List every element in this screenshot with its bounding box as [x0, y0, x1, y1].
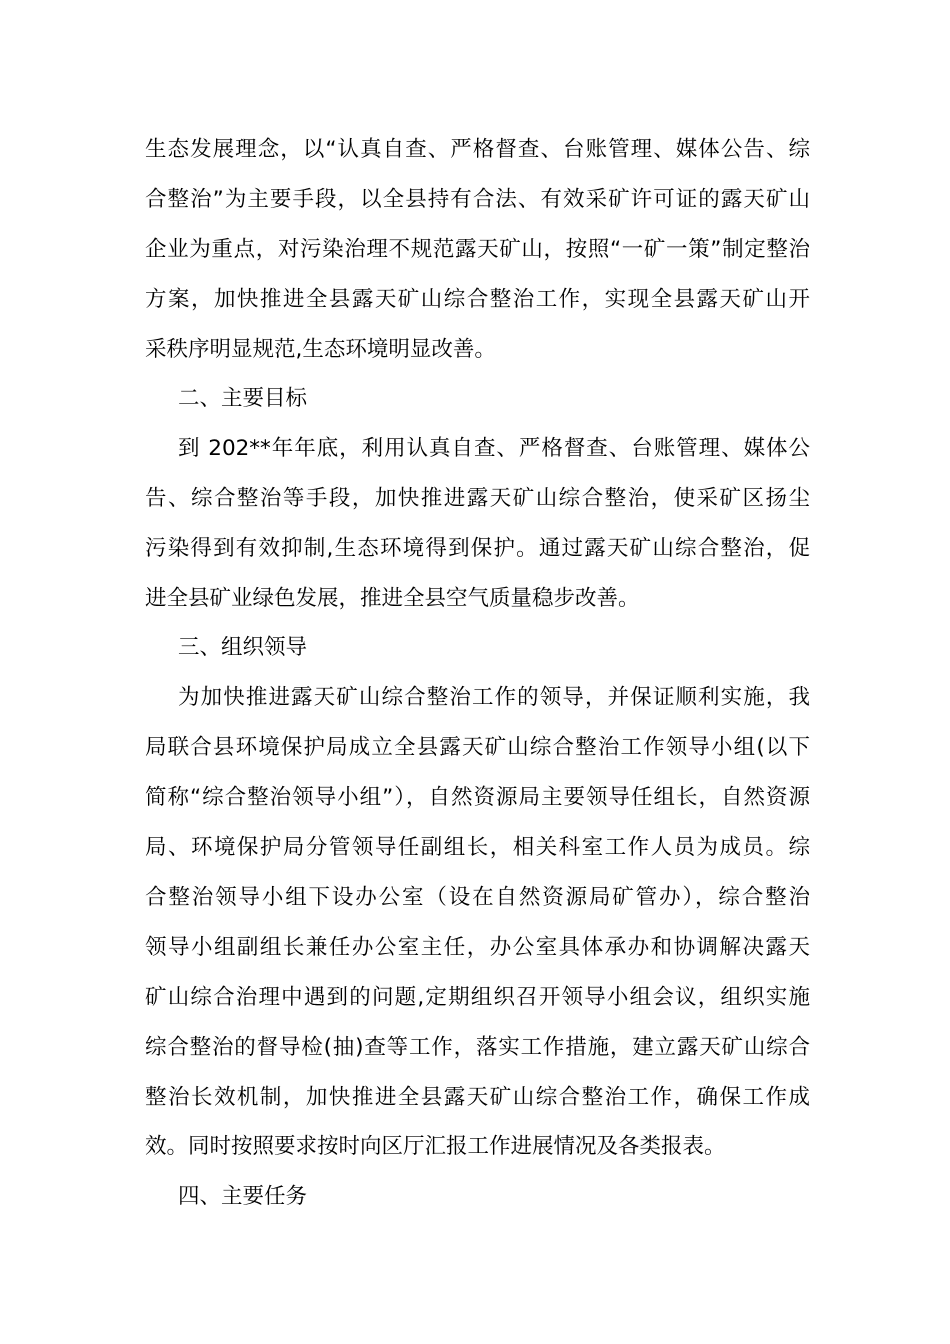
paragraph-line: 综合整治的督导检(抽)查等工作，落实工作措施，建立露天矿山综合: [145, 1035, 810, 1060]
paragraph-line: 矿山综合治理中遇到的问题,定期组织召开领导小组会议，组织实施: [145, 985, 810, 1010]
paragraph-line: 企业为重点，对污染治理不规范露天矿山，按照“一矿一策”制定整治: [145, 237, 810, 262]
section-heading: 三、组织领导: [178, 635, 308, 660]
paragraph-line: 合整治领导小组下设办公室（设在自然资源局矿管办），综合整治: [145, 885, 810, 910]
paragraph-line: 生态发展理念，以“认真自查、严格督查、台账管理、媒体公告、综: [145, 137, 810, 162]
paragraph-line: 采秩序明显规范,生态环境明显改善。: [145, 337, 496, 362]
paragraph-line: 局、环境保护局分管领导任副组长，相关科室工作人员为成员。综: [145, 835, 810, 860]
section-heading: 四、主要任务: [178, 1184, 308, 1209]
paragraph-line: 进全县矿业绿色发展，推进全县空气质量稳步改善。: [145, 586, 640, 611]
section-heading: 二、主要目标: [178, 386, 308, 411]
paragraph-line: 局联合县环境保护局成立全县露天矿山综合整治工作领导小组(以下: [145, 735, 810, 760]
paragraph-line: 为加快推进露天矿山综合整治工作的领导，并保证顺利实施，我: [178, 685, 810, 710]
paragraph-line: 到 202**年年底，利用认真自查、严格督查、台账管理、媒体公: [178, 436, 810, 461]
paragraph-line: 效。同时按照要求按时向区厅汇报工作进展情况及各类报表。: [145, 1134, 726, 1159]
paragraph-line: 整治长效机制，加快推进全县露天矿山综合整治工作，确保工作成: [145, 1085, 810, 1110]
paragraph-line: 污染得到有效抑制,生态环境得到保护。通过露天矿山综合整治，促: [145, 536, 810, 561]
paragraph-line: 合整治”为主要手段，以全县持有合法、有效采矿许可证的露天矿山: [145, 187, 810, 212]
paragraph-line: 告、综合整治等手段，加快推进露天矿山综合整治，使采矿区扬尘: [145, 486, 810, 511]
paragraph-line: 简称“综合整治领导小组”），自然资源局主要领导任组长，自然资源: [145, 785, 810, 810]
paragraph-line: 领导小组副组长兼任办公室主任，办公室具体承办和协调解决露天: [145, 935, 810, 960]
paragraph-line: 方案，加快推进全县露天矿山综合整治工作，实现全县露天矿山开: [145, 287, 810, 312]
